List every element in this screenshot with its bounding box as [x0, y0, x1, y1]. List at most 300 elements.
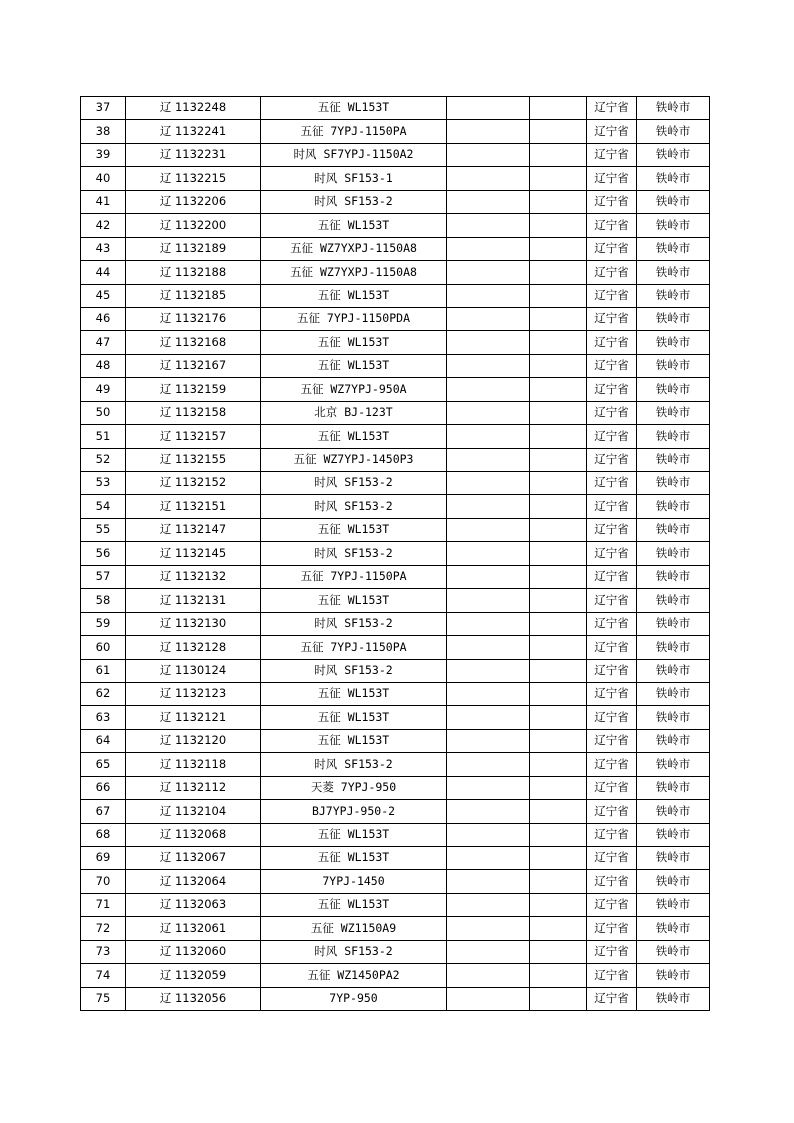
city-cell: 铁岭市: [637, 307, 710, 330]
empty-cell: [447, 331, 530, 354]
empty-cell: [447, 964, 530, 987]
province-cell: 辽宁省: [587, 847, 637, 870]
table-row: [81, 401, 710, 424]
table-row: [81, 237, 710, 260]
vehicle-model-cell: 五征 WZ7YPJ-1450P3: [261, 448, 447, 471]
row-number-cell: 44: [81, 261, 126, 284]
empty-cell: [530, 518, 587, 541]
vehicle-model-cell: 时风 SF153-2: [261, 659, 447, 682]
vehicle-model-cell: 时风 SF153-2: [261, 495, 447, 518]
empty-cell: [447, 190, 530, 213]
city-cell: 铁岭市: [637, 565, 710, 588]
empty-cell: [447, 284, 530, 307]
province-cell: 辽宁省: [587, 167, 637, 190]
city-cell: 铁岭市: [637, 167, 710, 190]
table-row: [81, 167, 710, 190]
row-number-cell: 63: [81, 706, 126, 729]
plate-number-cell: 辽 1132185: [126, 284, 261, 307]
empty-cell: [530, 659, 587, 682]
plate-number-cell: 辽 1132147: [126, 518, 261, 541]
city-cell: 铁岭市: [637, 847, 710, 870]
vehicle-model-cell: 五征 WL153T: [261, 425, 447, 448]
empty-cell: [530, 729, 587, 752]
vehicle-model-cell: 五征 7YPJ-1150PA: [261, 565, 447, 588]
city-cell: 铁岭市: [637, 729, 710, 752]
city-cell: 铁岭市: [637, 800, 710, 823]
vehicle-model-cell: 时风 SF153-2: [261, 940, 447, 963]
plate-number-cell: 辽 1132064: [126, 870, 261, 893]
plate-number-cell: 辽 1132176: [126, 307, 261, 330]
row-number-cell: 62: [81, 682, 126, 705]
province-cell: 辽宁省: [587, 143, 637, 166]
table-row: [81, 612, 710, 635]
row-number-cell: 68: [81, 823, 126, 846]
empty-cell: [447, 612, 530, 635]
plate-number-cell: 辽 1132158: [126, 401, 261, 424]
vehicle-model-cell: 五征 WL153T: [261, 331, 447, 354]
vehicle-model-cell: 时风 SF153-1: [261, 167, 447, 190]
row-number-cell: 41: [81, 190, 126, 213]
table-row: [81, 753, 710, 776]
empty-cell: [447, 753, 530, 776]
vehicle-model-cell: 五征 WL153T: [261, 729, 447, 752]
vehicle-model-cell: 五征 WZ1450PA2: [261, 964, 447, 987]
empty-cell: [530, 987, 587, 1010]
province-cell: 辽宁省: [587, 800, 637, 823]
city-cell: 铁岭市: [637, 776, 710, 799]
province-cell: 辽宁省: [587, 893, 637, 916]
row-number-cell: 47: [81, 331, 126, 354]
row-number-cell: 75: [81, 987, 126, 1010]
table-row: [81, 893, 710, 916]
row-number-cell: 42: [81, 214, 126, 237]
province-cell: 辽宁省: [587, 682, 637, 705]
plate-number-cell: 辽 1132152: [126, 472, 261, 495]
table-row: [81, 940, 710, 963]
table-row: [81, 448, 710, 471]
vehicle-model-cell: 五征 WL153T: [261, 97, 447, 120]
province-cell: 辽宁省: [587, 97, 637, 120]
empty-cell: [530, 495, 587, 518]
vehicle-model-cell: 7YP-950: [261, 987, 447, 1010]
vehicle-model-cell: BJ7YPJ-950-2: [261, 800, 447, 823]
province-cell: 辽宁省: [587, 565, 637, 588]
vehicle-model-cell: 五征 WZ7YXPJ-1150A8: [261, 237, 447, 260]
table-row: [81, 565, 710, 588]
vehicle-model-cell: 五征 WL153T: [261, 847, 447, 870]
row-number-cell: 55: [81, 518, 126, 541]
city-cell: 铁岭市: [637, 612, 710, 635]
row-number-cell: 37: [81, 97, 126, 120]
row-number-cell: 45: [81, 284, 126, 307]
empty-cell: [530, 917, 587, 940]
province-cell: 辽宁省: [587, 776, 637, 799]
city-cell: 铁岭市: [637, 401, 710, 424]
empty-cell: [447, 636, 530, 659]
city-cell: 铁岭市: [637, 120, 710, 143]
empty-cell: [530, 636, 587, 659]
row-number-cell: 74: [81, 964, 126, 987]
empty-cell: [530, 354, 587, 377]
row-number-cell: 60: [81, 636, 126, 659]
vehicle-model-cell: 五征 WL153T: [261, 354, 447, 377]
empty-cell: [447, 97, 530, 120]
plate-number-cell: 辽 1132188: [126, 261, 261, 284]
empty-cell: [530, 261, 587, 284]
empty-cell: [447, 425, 530, 448]
city-cell: 铁岭市: [637, 823, 710, 846]
plate-number-cell: 辽 1130124: [126, 659, 261, 682]
vehicle-model-cell: 五征 WL153T: [261, 706, 447, 729]
empty-cell: [530, 870, 587, 893]
empty-cell: [447, 565, 530, 588]
empty-cell: [447, 893, 530, 916]
vehicle-model-cell: 时风 SF153-2: [261, 612, 447, 635]
province-cell: 辽宁省: [587, 284, 637, 307]
city-cell: 铁岭市: [637, 261, 710, 284]
empty-cell: [447, 589, 530, 612]
province-cell: 辽宁省: [587, 964, 637, 987]
city-cell: 铁岭市: [637, 518, 710, 541]
empty-cell: [530, 378, 587, 401]
row-number-cell: 56: [81, 542, 126, 565]
vehicle-model-cell: 五征 WZ7YXPJ-1150A8: [261, 261, 447, 284]
city-cell: 铁岭市: [637, 706, 710, 729]
plate-number-cell: 辽 1132067: [126, 847, 261, 870]
plate-number-cell: 辽 1132151: [126, 495, 261, 518]
province-cell: 辽宁省: [587, 612, 637, 635]
empty-cell: [530, 847, 587, 870]
province-cell: 辽宁省: [587, 706, 637, 729]
plate-number-cell: 辽 1132168: [126, 331, 261, 354]
plate-number-cell: 辽 1132200: [126, 214, 261, 237]
row-number-cell: 64: [81, 729, 126, 752]
table-row: [81, 425, 710, 448]
empty-cell: [530, 893, 587, 916]
province-cell: 辽宁省: [587, 214, 637, 237]
city-cell: 铁岭市: [637, 940, 710, 963]
row-number-cell: 49: [81, 378, 126, 401]
row-number-cell: 65: [81, 753, 126, 776]
province-cell: 辽宁省: [587, 542, 637, 565]
empty-cell: [447, 987, 530, 1010]
city-cell: 铁岭市: [637, 97, 710, 120]
province-cell: 辽宁省: [587, 636, 637, 659]
table-row: [81, 847, 710, 870]
plate-number-cell: 辽 1132167: [126, 354, 261, 377]
empty-cell: [530, 448, 587, 471]
vehicle-model-cell: 时风 SF153-2: [261, 542, 447, 565]
province-cell: 辽宁省: [587, 237, 637, 260]
plate-number-cell: 辽 1132132: [126, 565, 261, 588]
city-cell: 铁岭市: [637, 448, 710, 471]
province-cell: 辽宁省: [587, 823, 637, 846]
row-number-cell: 66: [81, 776, 126, 799]
table-row: [81, 284, 710, 307]
plate-number-cell: 辽 1132157: [126, 425, 261, 448]
city-cell: 铁岭市: [637, 987, 710, 1010]
empty-cell: [447, 307, 530, 330]
vehicle-model-cell: 五征 7YPJ-1150PDA: [261, 307, 447, 330]
province-cell: 辽宁省: [587, 472, 637, 495]
empty-cell: [447, 143, 530, 166]
empty-cell: [447, 800, 530, 823]
plate-number-cell: 辽 1132123: [126, 682, 261, 705]
table-row: [81, 472, 710, 495]
city-cell: 铁岭市: [637, 893, 710, 916]
city-cell: 铁岭市: [637, 542, 710, 565]
row-number-cell: 70: [81, 870, 126, 893]
empty-cell: [447, 378, 530, 401]
plate-number-cell: 辽 1132131: [126, 589, 261, 612]
empty-cell: [530, 284, 587, 307]
vehicle-model-cell: 五征 WZ1150A9: [261, 917, 447, 940]
city-cell: 铁岭市: [637, 214, 710, 237]
row-number-cell: 43: [81, 237, 126, 260]
row-number-cell: 69: [81, 847, 126, 870]
city-cell: 铁岭市: [637, 472, 710, 495]
row-number-cell: 50: [81, 401, 126, 424]
province-cell: 辽宁省: [587, 589, 637, 612]
vehicle-model-cell: 7YPJ-1450: [261, 870, 447, 893]
empty-cell: [447, 729, 530, 752]
plate-number-cell: 辽 1132241: [126, 120, 261, 143]
plate-number-cell: 辽 1132120: [126, 729, 261, 752]
table-body: [81, 97, 710, 1011]
province-cell: 辽宁省: [587, 448, 637, 471]
table-row: [81, 800, 710, 823]
table-row: [81, 729, 710, 752]
empty-cell: [447, 682, 530, 705]
vehicle-model-cell: 北京 BJ-123T: [261, 401, 447, 424]
province-cell: 辽宁省: [587, 940, 637, 963]
empty-cell: [530, 401, 587, 424]
plate-number-cell: 辽 1132121: [126, 706, 261, 729]
empty-cell: [530, 612, 587, 635]
plate-number-cell: 辽 1132231: [126, 143, 261, 166]
row-number-cell: 38: [81, 120, 126, 143]
table-row: [81, 378, 710, 401]
table-row: [81, 120, 710, 143]
province-cell: 辽宁省: [587, 331, 637, 354]
empty-cell: [530, 237, 587, 260]
plate-number-cell: 辽 1132189: [126, 237, 261, 260]
plate-number-cell: 辽 1132059: [126, 964, 261, 987]
province-cell: 辽宁省: [587, 659, 637, 682]
empty-cell: [530, 542, 587, 565]
province-cell: 辽宁省: [587, 190, 637, 213]
empty-cell: [530, 472, 587, 495]
empty-cell: [530, 823, 587, 846]
table-row: [81, 682, 710, 705]
row-number-cell: 51: [81, 425, 126, 448]
empty-cell: [447, 261, 530, 284]
row-number-cell: 52: [81, 448, 126, 471]
city-cell: 铁岭市: [637, 917, 710, 940]
city-cell: 铁岭市: [637, 378, 710, 401]
empty-cell: [447, 354, 530, 377]
table-row: [81, 518, 710, 541]
table-row: [81, 870, 710, 893]
city-cell: 铁岭市: [637, 237, 710, 260]
vehicle-model-cell: 五征 WL153T: [261, 214, 447, 237]
plate-number-cell: 辽 1132155: [126, 448, 261, 471]
province-cell: 辽宁省: [587, 987, 637, 1010]
city-cell: 铁岭市: [637, 495, 710, 518]
table-row: [81, 987, 710, 1010]
vehicle-model-cell: 五征 WZ7YPJ-950A: [261, 378, 447, 401]
row-number-cell: 67: [81, 800, 126, 823]
table-row: [81, 776, 710, 799]
plate-number-cell: 辽 1132130: [126, 612, 261, 635]
table-row: [81, 307, 710, 330]
vehicle-model-cell: 五征 7YPJ-1150PA: [261, 636, 447, 659]
empty-cell: [447, 659, 530, 682]
plate-number-cell: 辽 1132112: [126, 776, 261, 799]
city-cell: 铁岭市: [637, 284, 710, 307]
table-row: [81, 354, 710, 377]
row-number-cell: 53: [81, 472, 126, 495]
plate-number-cell: 辽 1132145: [126, 542, 261, 565]
province-cell: 辽宁省: [587, 870, 637, 893]
vehicle-model-cell: 五征 WL153T: [261, 284, 447, 307]
empty-cell: [447, 542, 530, 565]
row-number-cell: 73: [81, 940, 126, 963]
empty-cell: [530, 143, 587, 166]
row-number-cell: 59: [81, 612, 126, 635]
empty-cell: [447, 823, 530, 846]
table-row: [81, 143, 710, 166]
city-cell: 铁岭市: [637, 589, 710, 612]
empty-cell: [530, 425, 587, 448]
city-cell: 铁岭市: [637, 659, 710, 682]
vehicle-model-cell: 时风 SF7YPJ-1150A2: [261, 143, 447, 166]
city-cell: 铁岭市: [637, 964, 710, 987]
table-row: [81, 917, 710, 940]
plate-number-cell: 辽 1132060: [126, 940, 261, 963]
empty-cell: [447, 472, 530, 495]
city-cell: 铁岭市: [637, 143, 710, 166]
vehicle-model-cell: 五征 WL153T: [261, 682, 447, 705]
empty-cell: [447, 120, 530, 143]
province-cell: 辽宁省: [587, 518, 637, 541]
empty-cell: [530, 589, 587, 612]
province-cell: 辽宁省: [587, 401, 637, 424]
city-cell: 铁岭市: [637, 753, 710, 776]
empty-cell: [447, 495, 530, 518]
empty-cell: [447, 940, 530, 963]
province-cell: 辽宁省: [587, 729, 637, 752]
empty-cell: [530, 964, 587, 987]
empty-cell: [530, 776, 587, 799]
province-cell: 辽宁省: [587, 120, 637, 143]
vehicle-model-cell: 五征 WL153T: [261, 518, 447, 541]
vehicle-model-cell: 时风 SF153-2: [261, 753, 447, 776]
plate-number-cell: 辽 1132206: [126, 190, 261, 213]
province-cell: 辽宁省: [587, 261, 637, 284]
row-number-cell: 61: [81, 659, 126, 682]
empty-cell: [447, 237, 530, 260]
city-cell: 铁岭市: [637, 354, 710, 377]
province-cell: 辽宁省: [587, 753, 637, 776]
city-cell: 铁岭市: [637, 425, 710, 448]
empty-cell: [447, 401, 530, 424]
empty-cell: [447, 917, 530, 940]
empty-cell: [530, 800, 587, 823]
table-row: [81, 261, 710, 284]
row-number-cell: 46: [81, 307, 126, 330]
empty-cell: [530, 565, 587, 588]
plate-number-cell: 辽 1132104: [126, 800, 261, 823]
table-row: [81, 706, 710, 729]
empty-cell: [530, 120, 587, 143]
table-row: [81, 190, 710, 213]
empty-cell: [447, 518, 530, 541]
empty-cell: [530, 331, 587, 354]
vehicle-model-cell: 五征 WL153T: [261, 589, 447, 612]
table-row: [81, 589, 710, 612]
province-cell: 辽宁省: [587, 354, 637, 377]
province-cell: 辽宁省: [587, 307, 637, 330]
city-cell: 铁岭市: [637, 870, 710, 893]
row-number-cell: 39: [81, 143, 126, 166]
city-cell: 铁岭市: [637, 636, 710, 659]
empty-cell: [530, 97, 587, 120]
table-row: [81, 659, 710, 682]
vehicle-model-cell: 时风 SF153-2: [261, 472, 447, 495]
empty-cell: [447, 167, 530, 190]
vehicle-model-cell: 时风 SF153-2: [261, 190, 447, 213]
table-row: [81, 331, 710, 354]
empty-cell: [447, 847, 530, 870]
table-row: [81, 823, 710, 846]
table-row: [81, 495, 710, 518]
empty-cell: [530, 214, 587, 237]
vehicle-model-cell: 五征 WL153T: [261, 893, 447, 916]
province-cell: 辽宁省: [587, 917, 637, 940]
table-row: [81, 636, 710, 659]
vehicle-model-cell: 五征 7YPJ-1150PA: [261, 120, 447, 143]
row-number-cell: 58: [81, 589, 126, 612]
plate-number-cell: 辽 1132056: [126, 987, 261, 1010]
empty-cell: [530, 190, 587, 213]
province-cell: 辽宁省: [587, 495, 637, 518]
city-cell: 铁岭市: [637, 682, 710, 705]
row-number-cell: 71: [81, 893, 126, 916]
row-number-cell: 54: [81, 495, 126, 518]
table-row: [81, 542, 710, 565]
vehicle-model-cell: 五征 WL153T: [261, 823, 447, 846]
row-number-cell: 48: [81, 354, 126, 377]
plate-number-cell: 辽 1132128: [126, 636, 261, 659]
plate-number-cell: 辽 1132061: [126, 917, 261, 940]
province-cell: 辽宁省: [587, 425, 637, 448]
plate-number-cell: 辽 1132063: [126, 893, 261, 916]
row-number-cell: 72: [81, 917, 126, 940]
table-row: [81, 214, 710, 237]
empty-cell: [447, 706, 530, 729]
empty-cell: [530, 706, 587, 729]
empty-cell: [447, 448, 530, 471]
plate-number-cell: 辽 1132215: [126, 167, 261, 190]
row-number-cell: 57: [81, 565, 126, 588]
empty-cell: [530, 307, 587, 330]
vehicle-registry-table: [80, 96, 710, 1011]
table-row: [81, 97, 710, 120]
plate-number-cell: 辽 1132118: [126, 753, 261, 776]
city-cell: 铁岭市: [637, 190, 710, 213]
city-cell: 铁岭市: [637, 331, 710, 354]
